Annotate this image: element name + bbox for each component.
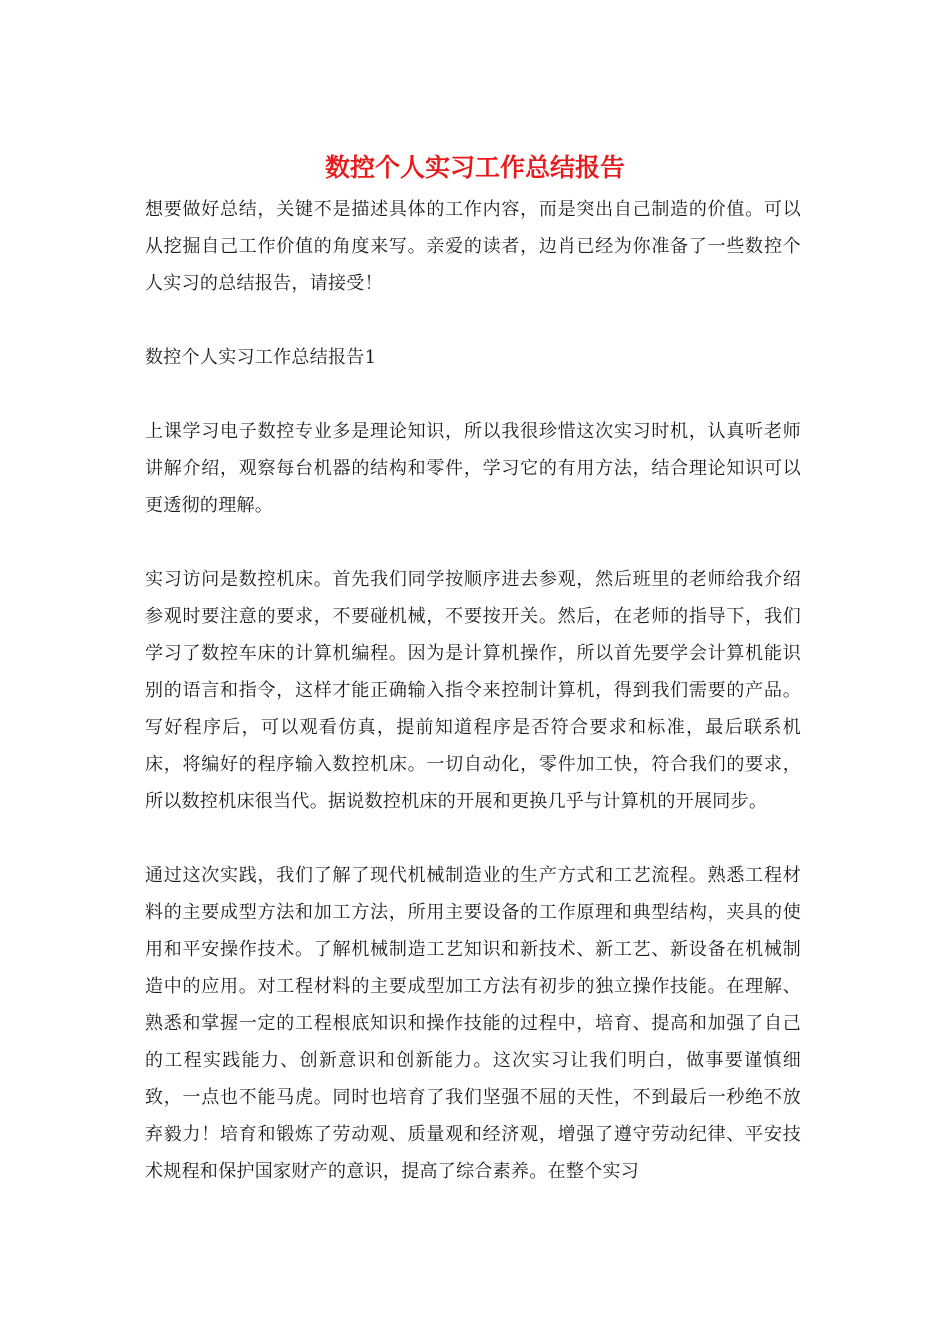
intro-paragraph: 想要做好总结，关键不是描述具体的工作内容，而是突出自己制造的价值。可以从挖掘自己工作价值的角度来写。亲爱的读者，边肖已经为你准备了一些数控个人实习的总结报告，请接受！: [145, 199, 801, 294]
body-paragraph: 实习访问是数控机床。首先我们同学按顺序进去参观，然后班里的老师给我介绍参观时要注意的要求，不要碰机械，不要按开关。然后，在老师的指导下，我们学习了数控车床的计算机编程。因为是计算机操作，所以首先要学会计算机能识别的语言和指令，这样才能正确输入指令来控制计算机，得到我们需要的产品。写好程序后，可以观看仿真，提前知道程序是否符合要求和标准，最后联系机床，将编好的程序输入数控机床。一切自动化，零件加工快，符合我们的要求，所以数控机床很当代。据说数控机床的开展和更换几乎与计算机的开展同步。: [145, 569, 801, 812]
body-paragraph: 通过这次实践，我们了解了现代机械制造业的生产方式和工艺流程。熟悉工程材料的主要成型方法和加工方法，所用主要设备的工作原理和典型结构，夹具的使用和平安操作技术。了解机械制造工艺知识和新技术、新工艺、新设备在机械制造中的应用。对工程材料的主要成型加工方法有初步的独立操作技能。在理解、熟悉和掌握一定的工程根底知识和操作技能的过程中，培育、提高和加强了自己的工程实践能力、创新意识和创新能力。这次实习让我们明白，做事要谨慎细致，一点也不能马虎。同时也培育了我们坚强不屈的天性，不到最后一秒绝不放弃毅力！培育和锻炼了劳动观、质量观和经济观，增强了遵守劳动纪律、平安技术规程和保护国家财产的意识，提高了综合素养。在整个实习: [145, 865, 801, 1182]
document-title: 数控个人实习工作总结报告: [324, 153, 625, 182]
body-paragraph: 上课学习电子数控专业多是理论知识，所以我很珍惜这次实习时机，认真听老师讲解介绍，观察每台机器的结构和零件，学习它的有用方法，结合理论知识可以更透彻的理解。: [145, 421, 801, 516]
section-heading: 数控个人实习工作总结报告1: [145, 347, 377, 368]
document-body: [145, 191, 801, 1227]
